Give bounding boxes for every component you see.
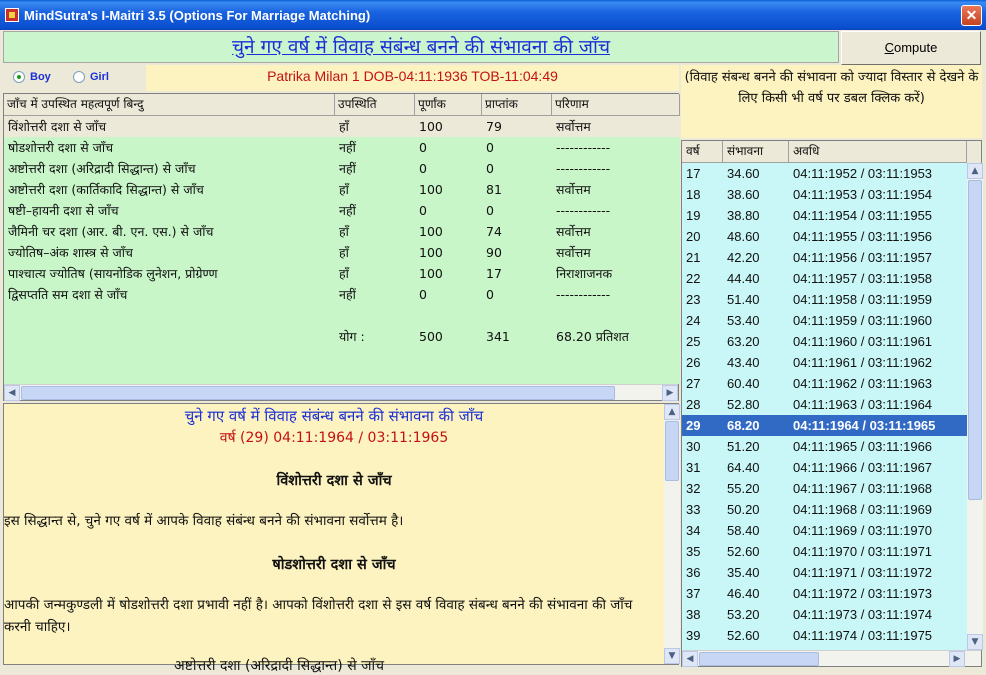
- probability-cell: 68.20: [727, 418, 760, 433]
- cell-check: जैमिनी चर दशा (आर. बी. एन. एस.) से जाँच: [8, 224, 214, 239]
- period-cell: 04:11:1969 / 03:11:1970: [793, 523, 933, 538]
- cell-result: ------------: [556, 203, 611, 218]
- table-row[interactable]: [4, 137, 680, 158]
- cell-presence: हाँ: [339, 119, 349, 134]
- table-row[interactable]: [4, 179, 680, 200]
- grid-horizontal-scrollbar[interactable]: [4, 384, 678, 400]
- cell-presence: हाँ: [339, 266, 349, 281]
- scroll-thumb[interactable]: [665, 421, 679, 481]
- list-item[interactable]: [682, 541, 967, 562]
- list-item[interactable]: [682, 289, 967, 310]
- cell-result: सर्वोत्तम: [556, 224, 591, 239]
- year-cell: 18: [686, 187, 701, 202]
- title-bar: [0, 0, 986, 30]
- probability-cell: 60.40: [727, 376, 760, 391]
- table-row[interactable]: [4, 116, 680, 137]
- year-cell: 36: [686, 565, 701, 580]
- year-cell: 27: [686, 376, 701, 391]
- period-cell: 04:11:1971 / 03:11:1972: [793, 565, 933, 580]
- cell-obtained: 0: [486, 161, 494, 176]
- window-title: MindSutra's I-Maitri 3.5 (Options For Marriage Matching): [24, 8, 371, 23]
- cell-check: द्विसप्तति सम दशा से जाँच: [8, 287, 128, 302]
- cell-check: षोडशोत्तरी दशा से जाँच: [8, 140, 114, 155]
- probability-cell: 44.40: [727, 271, 760, 286]
- cell-full: 0: [419, 161, 427, 176]
- table-row[interactable]: [4, 221, 680, 242]
- cell-full: 0: [419, 140, 427, 155]
- section-text: आपकी जन्मकुण्डली में षोडशोत्तरी दशा प्रभावी नहीं है। आपको विंशोत्तरी दशा से इस वर्ष विवाह संबन्ध बनने की संभावना की जाँच करनी चाहिए।: [4, 597, 633, 635]
- total-obtained: 341: [486, 329, 510, 344]
- cell-full: 100: [419, 266, 443, 281]
- probability-cell: 55.20: [727, 481, 760, 496]
- table-row[interactable]: [4, 284, 680, 305]
- list-horizontal-scrollbar[interactable]: [682, 650, 981, 666]
- year-cell: 22: [686, 271, 701, 286]
- period-cell: 04:11:1974 / 03:11:1975: [793, 628, 933, 643]
- scroll-thumb[interactable]: [699, 652, 819, 666]
- cell-full: 100: [419, 182, 443, 197]
- column-header[interactable]: अवधि: [789, 141, 967, 163]
- cell-presence: हाँ: [339, 224, 349, 239]
- arrow-right-icon[interactable]: ▶: [949, 651, 965, 667]
- period-cell: 04:11:1955 / 03:11:1956: [793, 229, 933, 244]
- cell-presence: हाँ: [339, 182, 349, 197]
- probability-cell: 51.20: [727, 439, 760, 454]
- boy-radio-label[interactable]: Boy: [30, 71, 51, 83]
- cell-obtained: 0: [486, 140, 494, 155]
- list-item[interactable]: [682, 478, 967, 499]
- year-cell: 23: [686, 292, 701, 307]
- girl-radio[interactable]: [73, 71, 85, 83]
- probability-cell: 35.40: [727, 565, 760, 580]
- table-row[interactable]: [4, 200, 680, 221]
- arrow-right-icon[interactable]: ▶: [662, 385, 678, 401]
- column-header[interactable]: प्राप्तांक: [482, 94, 552, 116]
- cell-result: निराशाजनक: [556, 266, 613, 281]
- probability-cell: 51.40: [727, 292, 760, 307]
- grid-body: [4, 116, 680, 384]
- year-cell: 31: [686, 460, 701, 475]
- section-title: षोडशोत्तरी दशा से जाँच: [272, 557, 396, 573]
- column-header[interactable]: उपस्थिति: [335, 94, 415, 116]
- probability-cell: 34.60: [727, 166, 760, 181]
- page-title: [3, 31, 839, 63]
- section-text: इस सिद्धान्त से, चुने गए वर्ष में आपके विवाह संबंन्ध बनने की संभावना सर्वोत्तम है।: [4, 513, 404, 529]
- year-cell: 37: [686, 586, 701, 601]
- gender-selector: [3, 65, 146, 91]
- cell-full: 100: [419, 245, 443, 260]
- cell-obtained: 79: [486, 119, 502, 134]
- probability-cell: 38.80: [727, 208, 760, 223]
- cell-result: ------------: [556, 161, 611, 176]
- list-item[interactable]: [682, 499, 967, 520]
- cell-obtained: 0: [486, 287, 494, 302]
- probability-cell: 50.20: [727, 502, 760, 517]
- period-cell: 04:11:1970 / 03:11:1971: [793, 544, 933, 559]
- cell-check: षष्टी–हायनी दशा से जाँच: [8, 203, 119, 218]
- probability-cell: 63.20: [727, 334, 760, 349]
- list-item[interactable]: [682, 205, 967, 226]
- table-row[interactable]: [4, 263, 680, 284]
- period-cell: 04:11:1952 / 03:11:1953: [793, 166, 933, 181]
- analysis-grid[interactable]: [3, 93, 679, 401]
- cell-check: विंशोत्तरी दशा से जाँच: [8, 119, 107, 134]
- grid-header: [4, 94, 680, 116]
- probability-cell: 52.60: [727, 544, 760, 559]
- cell-full: 0: [419, 287, 427, 302]
- detail-text-panel[interactable]: [3, 403, 679, 674]
- list-item[interactable]: [682, 226, 967, 247]
- list-item[interactable]: [682, 583, 967, 604]
- period-cell: 04:11:1958 / 03:11:1959: [793, 292, 933, 307]
- girl-radio-label[interactable]: Girl: [90, 71, 109, 83]
- list-item[interactable]: [682, 520, 967, 541]
- total-result: 68.20 प्रतिशत: [556, 329, 629, 344]
- headline-text: चुने गए वर्ष में विवाह संबंन्ध बनने की संभावना की जाँच: [231, 36, 611, 58]
- total-label: योग :: [339, 329, 365, 344]
- list-item[interactable]: [682, 394, 967, 415]
- period-cell: 04:11:1961 / 03:11:1962: [793, 355, 933, 370]
- list-item[interactable]: [682, 457, 967, 478]
- cell-obtained: 90: [486, 245, 502, 260]
- period-cell: 04:11:1956 / 03:11:1957: [793, 250, 933, 265]
- boy-radio[interactable]: [13, 71, 25, 83]
- year-cell: 24: [686, 313, 701, 328]
- year-cell: 19: [686, 208, 701, 223]
- patrika-label: Patrika Milan 1 DOB-04:11:1936 TOB-11:04:49: [146, 65, 679, 91]
- column-header[interactable]: जाँच में उपस्थित महत्वपूर्ण बिन्दु: [4, 94, 335, 116]
- arrow-down-icon[interactable]: ▼: [967, 634, 983, 650]
- list-item[interactable]: [682, 247, 967, 268]
- column-header[interactable]: पूर्णांक: [415, 94, 482, 116]
- period-cell: 04:11:1962 / 03:11:1963: [793, 376, 933, 391]
- year-cell: 34: [686, 523, 701, 538]
- period-cell: 04:11:1957 / 03:11:1958: [793, 271, 933, 286]
- probability-cell: 58.40: [727, 523, 760, 538]
- period-cell: 04:11:1973 / 03:11:1974: [793, 607, 933, 622]
- year-cell: 21: [686, 250, 701, 265]
- section-title: विंशोत्तरी दशा से जाँच: [276, 473, 392, 489]
- arrow-left-icon[interactable]: ◀: [682, 651, 698, 667]
- period-cell: 04:11:1965 / 03:11:1966: [793, 439, 933, 454]
- cell-check: अष्टोत्तरी दशा (अरिद्रादी सिद्धान्त) से जाँच: [8, 161, 196, 176]
- scroll-thumb[interactable]: [21, 386, 615, 400]
- arrow-up-icon[interactable]: ▲: [664, 404, 680, 420]
- year-cell: 33: [686, 502, 701, 517]
- cell-obtained: 17: [486, 266, 502, 281]
- probability-cell: 38.60: [727, 187, 760, 202]
- column-header[interactable]: वर्ष: [682, 141, 723, 163]
- probability-cell: 64.40: [727, 460, 760, 475]
- list-header: [682, 141, 967, 163]
- panel-heading: चुने गए वर्ष में विवाह संबंन्ध बनने की संभावना की जाँच: [184, 407, 484, 425]
- arrow-up-icon[interactable]: ▲: [967, 163, 983, 179]
- year-cell: 38: [686, 607, 701, 622]
- table-row[interactable]: [4, 242, 680, 263]
- list-item[interactable]: [682, 331, 967, 352]
- probability-cell: 52.60: [727, 628, 760, 643]
- list-item[interactable]: [682, 562, 967, 583]
- year-cell: 35: [686, 544, 701, 559]
- cell-obtained: 74: [486, 224, 502, 239]
- info-note: (विवाह संबन्ध बनने की संभावना को ज्यादा विस्तार से देखने के लिए किसी भी वर्ष पर डबल क्लिक करें): [681, 65, 982, 138]
- cell-full: 0: [419, 203, 427, 218]
- cell-check: ज्योतिष–अंक शास्त्र से जाँच: [8, 245, 133, 260]
- cell-presence: नहीं: [339, 287, 356, 302]
- list-item[interactable]: [682, 352, 967, 373]
- cell-presence: नहीं: [339, 161, 356, 176]
- cell-result: ------------: [556, 287, 611, 302]
- year-cell: 20: [686, 229, 701, 244]
- total-row: [4, 326, 680, 347]
- list-body: [682, 163, 967, 650]
- probability-cell: 53.20: [727, 607, 760, 622]
- list-item[interactable]: [682, 310, 967, 331]
- year-list[interactable]: [681, 140, 982, 667]
- probability-cell: 53.40: [727, 313, 760, 328]
- list-item[interactable]: [682, 184, 967, 205]
- cell-full: 100: [419, 224, 443, 239]
- period-cell: 04:11:1972 / 03:11:1973: [793, 586, 933, 601]
- probability-cell: 43.40: [727, 355, 760, 370]
- column-header[interactable]: परिणाम: [552, 94, 680, 116]
- list-item[interactable]: [682, 625, 967, 646]
- app-icon: [5, 8, 19, 22]
- period-cell: 04:11:1960 / 03:11:1961: [793, 334, 933, 349]
- year-cell: 25: [686, 334, 701, 349]
- probability-cell: 46.40: [727, 586, 760, 601]
- cell-result: सर्वोत्तम: [556, 245, 591, 260]
- year-cell: 30: [686, 439, 701, 454]
- cell-obtained: 0: [486, 203, 494, 218]
- period-cell: 04:11:1968 / 03:11:1969: [793, 502, 933, 517]
- arrow-left-icon[interactable]: ◀: [4, 385, 20, 401]
- table-row[interactable]: [4, 158, 680, 179]
- probability-cell: 52.80: [727, 397, 760, 412]
- cell-check: पाश्चात्य ज्योतिष (सायनोडिक लुनेशन, प्रोग्रेण्ण: [8, 266, 218, 281]
- scroll-thumb[interactable]: [968, 180, 982, 500]
- list-item[interactable]: [682, 436, 967, 457]
- list-item-selected[interactable]: [682, 415, 967, 436]
- list-item[interactable]: [682, 268, 967, 289]
- list-item[interactable]: [682, 604, 967, 625]
- total-full: 500: [419, 329, 443, 344]
- period-cell: 04:11:1967 / 03:11:1968: [793, 481, 933, 496]
- probability-cell: 42.20: [727, 250, 760, 265]
- cell-full: 100: [419, 119, 443, 134]
- section-title-partial: अष्टोत्तरी दशा (अरिद्रादी सिद्धान्त) से जाँच: [174, 658, 385, 674]
- year-cell: 39: [686, 628, 701, 643]
- period-cell: 04:11:1953 / 03:11:1954: [793, 187, 933, 202]
- cell-presence: नहीं: [339, 140, 356, 155]
- cell-presence: हाँ: [339, 245, 349, 260]
- cell-presence: नहीं: [339, 203, 356, 218]
- compute-button[interactable]: Compute: [841, 31, 981, 65]
- list-vertical-scrollbar[interactable]: [967, 163, 983, 650]
- panel-subheading: वर्ष (29) 04:11:1964 / 03:11:1965: [219, 430, 449, 446]
- period-cell: 04:11:1954 / 03:11:1955: [793, 208, 933, 223]
- year-cell: 17: [686, 166, 701, 181]
- probability-cell: 48.60: [727, 229, 760, 244]
- panel-vertical-scrollbar[interactable]: [664, 404, 680, 664]
- cell-obtained: 81: [486, 182, 502, 197]
- year-cell: 29: [686, 418, 701, 433]
- list-item[interactable]: [682, 163, 967, 184]
- close-icon[interactable]: ✕: [961, 5, 982, 26]
- period-cell: 04:11:1959 / 03:11:1960: [793, 313, 933, 328]
- year-cell: 32: [686, 481, 701, 496]
- year-cell: 26: [686, 355, 701, 370]
- period-cell: 04:11:1966 / 03:11:1967: [793, 460, 933, 475]
- arrow-down-icon[interactable]: ▼: [664, 648, 680, 664]
- year-cell: 28: [686, 397, 701, 412]
- list-item[interactable]: [682, 373, 967, 394]
- period-cell: 04:11:1963 / 03:11:1964: [793, 397, 933, 412]
- cell-check: अष्टोत्तरी दशा (कार्तिकादि सिद्धान्त) से जाँच: [8, 182, 204, 197]
- column-header[interactable]: संभावना: [723, 141, 789, 163]
- period-cell: 04:11:1964 / 03:11:1965: [793, 418, 936, 433]
- cell-result: सर्वोत्तम: [556, 182, 591, 197]
- cell-result: सर्वोत्तम: [556, 119, 591, 134]
- cell-result: ------------: [556, 140, 611, 155]
